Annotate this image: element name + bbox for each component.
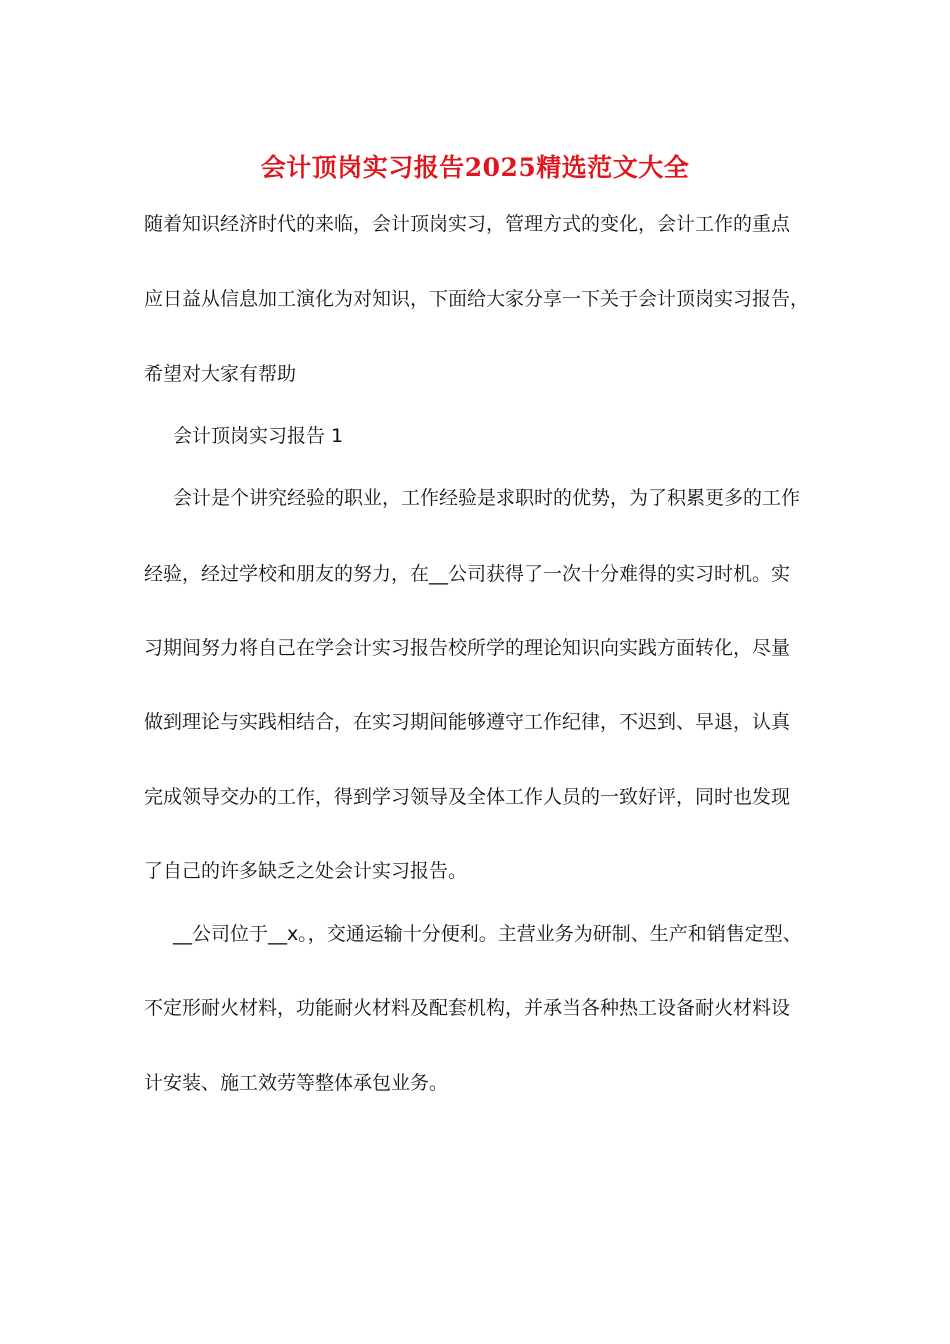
document-title: 会计顶岗实习报告2025精选范文大全 bbox=[260, 153, 690, 182]
paragraph-line: 计安装、施工效劳等整体承包业务。 bbox=[144, 1072, 449, 1094]
section-heading: 会计顶岗实习报告 1 bbox=[173, 425, 344, 447]
paragraph-line: 会计是个讲究经验的职业，工作经验是求职时的优势，为了积累更多的工作 bbox=[173, 487, 801, 509]
paragraph-line: __公司位于__x。，交通运输十分便利。主营业务为研制、生产和销售定型、 bbox=[173, 923, 802, 945]
paragraph-line: 做到理论与实践相结合，在实习期间能够遵守工作纪律，不迟到、早退，认真 bbox=[144, 711, 791, 733]
paragraph-line: 不定形耐火材料，功能耐火材料及配套机构，并承当各种热工设备耐火材料设 bbox=[144, 997, 791, 1019]
paragraph-line: 习期间努力将自己在学会计实习报告校所学的理论知识向实践方面转化，尽量 bbox=[144, 637, 791, 659]
paragraph-line: 经验，经过学校和朋友的努力，在__公司获得了一次十分难得的实习时机。实 bbox=[144, 563, 791, 585]
paragraph-line: 随着知识经济时代的来临，会计顶岗实习，管理方式的变化，会计工作的重点 bbox=[144, 213, 791, 235]
paragraph-line: 了自己的许多缺乏之处会计实习报告。 bbox=[144, 860, 468, 882]
paragraph-line: 希望对大家有帮助 bbox=[144, 363, 297, 385]
paragraph-line: 应日益从信息加工演化为对知识，下面给大家分享一下关于会计顶岗实习报告， bbox=[144, 288, 810, 310]
paragraph-line: 完成领导交办的工作，得到学习领导及全体工作人员的一致好评，同时也发现 bbox=[144, 786, 791, 808]
